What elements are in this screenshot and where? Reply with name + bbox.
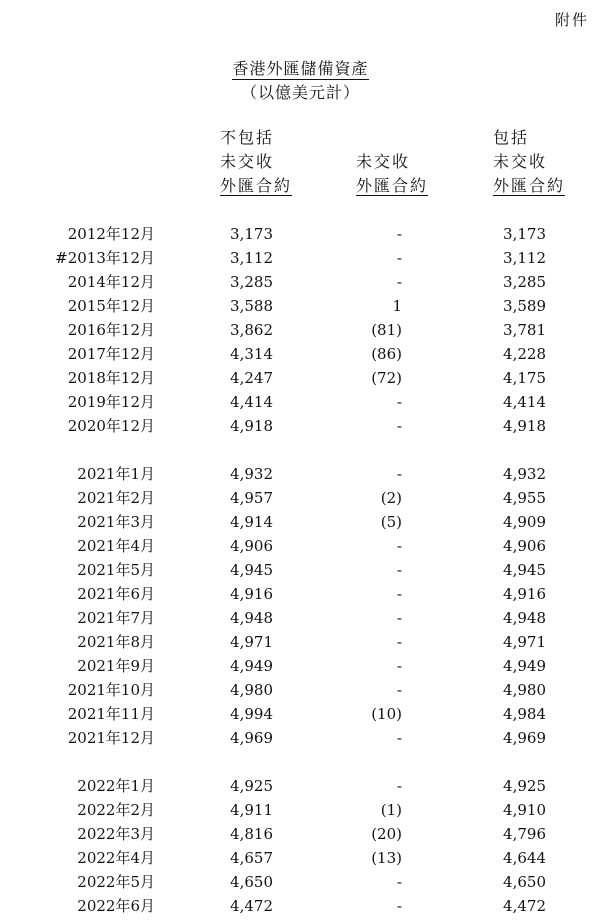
row-value-forwards: (1) — [380, 801, 402, 819]
row-date: 2016年12月 — [67, 321, 155, 339]
row-value-excluding: 4,945 — [230, 561, 273, 579]
title-text: 香港外匯儲備資產 — [232, 59, 369, 78]
row-date: 2021年3月 — [77, 513, 155, 531]
table-row — [0, 222, 601, 246]
row-value-forwards: - — [396, 873, 402, 891]
row-date: 2022年4月 — [77, 849, 155, 867]
row-date: 2021年11月 — [67, 705, 155, 723]
row-value-including: 4,906 — [503, 537, 546, 555]
row-value-forwards: - — [396, 585, 402, 603]
row-date: #2013年12月 — [55, 249, 155, 267]
row-value-forwards: - — [396, 537, 402, 555]
row-value-including: 4,918 — [503, 417, 546, 435]
row-date: 2022年2月 — [77, 801, 155, 819]
table-row — [0, 582, 601, 606]
table-row — [0, 606, 601, 630]
table-row — [0, 534, 601, 558]
row-value-including: 4,971 — [503, 633, 546, 651]
row-value-forwards: 1 — [392, 297, 402, 315]
table-row — [0, 630, 601, 654]
row-value-forwards: - — [396, 633, 402, 651]
row-date: 2017年12月 — [67, 345, 155, 363]
row-value-excluding: 4,657 — [230, 849, 273, 867]
row-value-forwards: - — [396, 609, 402, 627]
table-row — [0, 678, 601, 702]
row-value-including: 4,909 — [503, 513, 546, 531]
row-value-excluding: 4,971 — [230, 633, 273, 651]
row-value-including: 4,955 — [503, 489, 546, 507]
row-value-including: 4,472 — [503, 897, 546, 915]
table-row — [0, 798, 601, 822]
row-value-excluding: 4,816 — [230, 825, 273, 843]
row-date: 2015年12月 — [67, 297, 155, 315]
header-line-underlined: 外匯合約 — [220, 176, 293, 195]
table-row — [0, 366, 601, 390]
row-value-excluding: 4,650 — [230, 873, 273, 891]
header-outstanding-forwards — [356, 150, 428, 198]
table-row — [0, 390, 601, 414]
row-value-including: 4,984 — [503, 705, 546, 723]
table-row — [0, 510, 601, 534]
row-value-excluding: 3,862 — [230, 321, 273, 339]
table-row — [0, 318, 601, 342]
document-title — [0, 56, 601, 79]
table-row — [0, 246, 601, 270]
row-value-forwards: - — [396, 225, 402, 243]
row-value-excluding: 4,916 — [230, 585, 273, 603]
row-date: 2012年12月 — [67, 225, 155, 243]
table-row — [0, 894, 601, 918]
row-value-excluding: 4,914 — [230, 513, 273, 531]
table-row — [0, 414, 601, 438]
row-value-including: 4,414 — [503, 393, 546, 411]
row-value-forwards: - — [396, 465, 402, 483]
row-value-forwards: - — [396, 417, 402, 435]
row-value-forwards: (13) — [371, 849, 402, 867]
row-value-excluding: 4,948 — [230, 609, 273, 627]
row-value-excluding: 4,918 — [230, 417, 273, 435]
header-line-underlined: 外匯合約 — [493, 176, 566, 195]
row-date: 2014年12月 — [67, 273, 155, 291]
row-value-including: 4,949 — [503, 657, 546, 675]
row-date: 2021年6月 — [77, 585, 155, 603]
row-value-forwards: - — [396, 897, 402, 915]
row-value-including: 4,932 — [503, 465, 546, 483]
row-date: 2022年1月 — [77, 777, 155, 795]
row-value-including: 4,980 — [503, 681, 546, 699]
row-value-forwards: - — [396, 393, 402, 411]
annex-label: 附件 — [554, 11, 589, 29]
row-value-including: 4,945 — [503, 561, 546, 579]
row-value-excluding: 4,949 — [230, 657, 273, 675]
row-value-including: 4,650 — [503, 873, 546, 891]
row-value-excluding: 3,285 — [230, 273, 273, 291]
row-date: 2021年2月 — [77, 489, 155, 507]
row-value-including: 4,969 — [503, 729, 546, 747]
header-line: 包括 — [493, 128, 530, 147]
row-value-forwards: (72) — [371, 369, 402, 387]
row-value-including: 3,285 — [503, 273, 546, 291]
row-value-forwards: (10) — [371, 705, 402, 723]
row-value-forwards: (81) — [371, 321, 402, 339]
table-row — [0, 702, 601, 726]
row-value-excluding: 4,472 — [230, 897, 273, 915]
table-row — [0, 558, 601, 582]
row-value-including: 3,781 — [503, 321, 546, 339]
row-value-excluding: 4,994 — [230, 705, 273, 723]
row-value-excluding: 4,314 — [230, 345, 273, 363]
header-including-forwards — [493, 126, 565, 198]
row-value-forwards: (2) — [380, 489, 402, 507]
row-value-excluding: 4,247 — [230, 369, 273, 387]
row-value-including: 4,644 — [503, 849, 546, 867]
row-value-including: 3,589 — [503, 297, 546, 315]
unit-subtitle: （以億美元計） — [240, 83, 360, 102]
row-value-including: 4,910 — [503, 801, 546, 819]
header-line: 未交收 — [220, 152, 275, 171]
table-row — [0, 846, 601, 870]
header-line: 不包括 — [220, 128, 275, 147]
row-value-forwards: - — [396, 657, 402, 675]
row-value-excluding: 4,414 — [230, 393, 273, 411]
row-date: 2019年12月 — [67, 393, 155, 411]
row-date: 2022年6月 — [77, 897, 155, 915]
row-value-forwards: (86) — [371, 345, 402, 363]
row-date: 2021年7月 — [77, 609, 155, 627]
row-value-excluding: 3,588 — [230, 297, 273, 315]
table-row — [0, 726, 601, 750]
row-date: 2021年12月 — [67, 729, 155, 747]
table-row — [0, 774, 601, 798]
row-date: 2021年4月 — [77, 537, 155, 555]
header-line: 未交收 — [493, 152, 548, 171]
table-row — [0, 822, 601, 846]
row-value-including: 4,175 — [503, 369, 546, 387]
row-value-forwards: (5) — [380, 513, 402, 531]
row-value-forwards: - — [396, 777, 402, 795]
row-value-excluding: 4,957 — [230, 489, 273, 507]
header-excluding-forwards — [220, 126, 292, 198]
header-line-underlined: 外匯合約 — [356, 176, 429, 195]
table-row — [0, 462, 601, 486]
row-value-excluding: 3,112 — [230, 249, 273, 267]
row-value-excluding: 4,925 — [230, 777, 273, 795]
row-value-including: 3,173 — [503, 225, 546, 243]
table-row — [0, 870, 601, 894]
row-date: 2022年3月 — [77, 825, 155, 843]
row-date: 2021年5月 — [77, 561, 155, 579]
row-value-excluding: 4,980 — [230, 681, 273, 699]
row-value-forwards: - — [396, 249, 402, 267]
row-value-including: 4,925 — [503, 777, 546, 795]
row-date: 2021年1月 — [77, 465, 155, 483]
table-row — [0, 294, 601, 318]
row-date: 2021年10月 — [67, 681, 155, 699]
row-date: 2021年8月 — [77, 633, 155, 651]
header-line: 未交收 — [356, 152, 411, 171]
row-value-including: 4,796 — [503, 825, 546, 843]
row-value-forwards: - — [396, 681, 402, 699]
reserve-assets-table — [0, 222, 601, 918]
row-value-including: 4,228 — [503, 345, 546, 363]
row-value-including: 4,948 — [503, 609, 546, 627]
row-value-excluding: 4,911 — [230, 801, 273, 819]
row-value-including: 3,112 — [503, 249, 546, 267]
row-value-forwards: - — [396, 273, 402, 291]
row-value-including: 4,916 — [503, 585, 546, 603]
row-value-forwards: - — [396, 729, 402, 747]
row-value-excluding: 3,173 — [230, 225, 273, 243]
row-date: 2022年5月 — [77, 873, 155, 891]
row-value-forwards: (20) — [371, 825, 402, 843]
table-row — [0, 342, 601, 366]
table-row — [0, 270, 601, 294]
row-value-excluding: 4,969 — [230, 729, 273, 747]
table-row — [0, 654, 601, 678]
row-value-excluding: 4,932 — [230, 465, 273, 483]
row-date: 2018年12月 — [67, 369, 155, 387]
row-date: 2020年12月 — [67, 417, 155, 435]
row-value-forwards: - — [396, 561, 402, 579]
row-value-excluding: 4,906 — [230, 537, 273, 555]
row-date: 2021年9月 — [77, 657, 155, 675]
table-row — [0, 486, 601, 510]
